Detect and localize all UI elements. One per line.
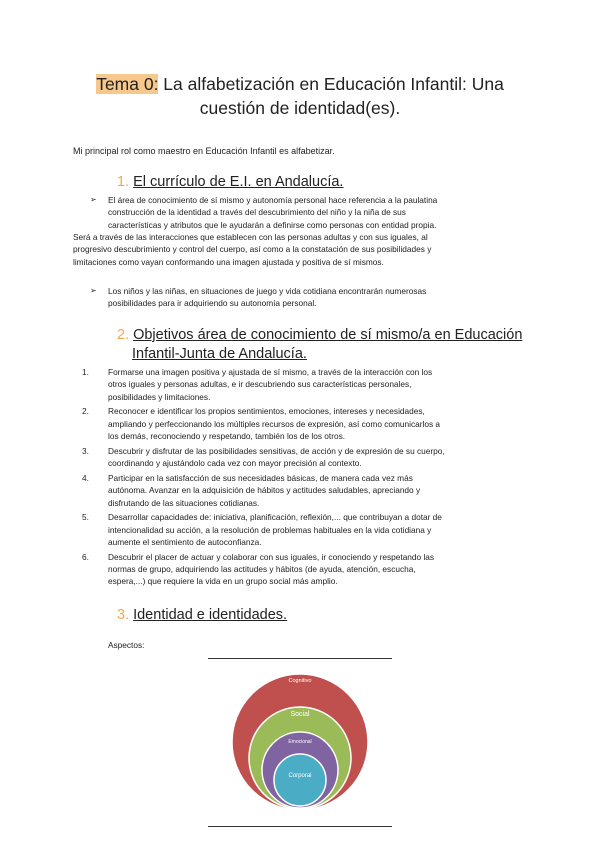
objective-line: ampliando y perfeccionando los múltiples recursos de expresión, así como comunicarlos a bbox=[108, 418, 441, 429]
objective-number: 6. bbox=[82, 551, 89, 562]
objective-line: autónoma. Avanzar en la adquisición de hábitos y actitudes saludables, apreciando y bbox=[108, 485, 421, 496]
identity-circles-diagram bbox=[230, 662, 370, 822]
section3-title: Identidad e identidades. bbox=[133, 607, 288, 623]
objective-line: Participar en la satisfacción de sus necesidades básicas, de manera cada vez más bbox=[108, 472, 413, 483]
objective-number: 4. bbox=[82, 472, 89, 483]
intro-text: Mi principal rol como maestro en Educación Infantil es alfabetizar. bbox=[73, 146, 335, 156]
objective-item bbox=[82, 445, 528, 470]
objective-line: otros iguales y personas adultas, e ir descubriendo sus características personales, bbox=[108, 379, 412, 390]
aspectos-label: Aspectos: bbox=[108, 640, 145, 650]
objective-item bbox=[82, 472, 528, 509]
objective-line: disfrutando de las situaciones cotidianas. bbox=[108, 497, 260, 508]
bullet1-line: El área de conocimiento de sí mismo y autonomía personal hace referencia a la paulatina bbox=[108, 195, 438, 205]
label-corporal: Corporal bbox=[288, 773, 312, 779]
title-line2: cuestión de identidad(es). bbox=[199, 98, 401, 118]
objective-number: 1. bbox=[82, 367, 89, 377]
label-cognitivo: Cognitivo bbox=[288, 678, 312, 684]
document-title bbox=[60, 72, 540, 120]
objective-item bbox=[82, 511, 528, 548]
objective-number: 2. bbox=[82, 406, 89, 417]
circle-corporal bbox=[274, 754, 326, 806]
bullet2-line: posibilidades para ir adquiriendo su autonomía personal. bbox=[108, 298, 317, 309]
objective-line: normas de grupo, adquiriendo las actitudes y hábitos (de ayuda, atención, escucha, bbox=[108, 564, 416, 575]
section1-heading bbox=[117, 173, 343, 192]
objective-line: Descubrir y disfrutar de las posibilidades sensitivas, de acción y de expresión de su cuerpo, bbox=[108, 445, 445, 456]
section2-heading bbox=[117, 326, 522, 364]
section1-number: 1. bbox=[117, 174, 130, 190]
bullet2-line: Los niños y las niñas, en situaciones de juego y vida cotidiana encontrarán numerosas bbox=[108, 286, 427, 296]
bullet1-line: construcción de la identidad a través del descubrimiento del niño y la niña de sus bbox=[108, 207, 406, 218]
objective-line: Desarrollar capacidades de: iniciativa, planificación, reflexión,... que contribuyan a dotar de bbox=[108, 512, 442, 523]
section1-paragraph bbox=[73, 231, 533, 268]
paragraph-line: limitaciones como vayan conformando una imagen ajustada y positiva de sí mismos. bbox=[73, 256, 384, 267]
section1-title: El currículo de E.I. en Andalucía. bbox=[133, 174, 344, 190]
objective-item bbox=[82, 405, 528, 442]
arrow-bullet-icon: ➢ bbox=[90, 286, 97, 295]
section2-title-line1: Objetivos área de conocimiento de sí mismo/a en Educación bbox=[133, 327, 523, 343]
section1-bullet-2 bbox=[90, 285, 528, 310]
section3-heading bbox=[117, 606, 287, 625]
bullet1-line: características y atributos que le ayudarán a definirse como personas con entidad propia. bbox=[108, 219, 437, 230]
objective-line: Reconocer e identificar los propios sentimientos, emociones, intereses y necesidades, bbox=[108, 406, 425, 417]
section1-bullet-1 bbox=[90, 194, 528, 231]
objective-line: intencionalidad su acción, a la resolución de problemas habituales en la vida cotidiana y bbox=[108, 524, 432, 535]
arrow-bullet-icon: ➢ bbox=[90, 195, 97, 204]
title-line1: La alfabetización en Educación Infantil: Una bbox=[158, 74, 504, 94]
objective-line: Formarse una imagen positiva y ajustada de sí mismo, a través de la interacción con los bbox=[108, 367, 433, 377]
objective-item bbox=[82, 366, 528, 403]
bottom-divider bbox=[208, 826, 392, 827]
top-divider bbox=[208, 658, 392, 659]
paragraph-line: Será a través de las interacciones que establecen con las personas adultas y con sus iguales, al bbox=[73, 232, 428, 242]
section2-title-line2: Infantil-Junta de Andalucía. bbox=[132, 346, 307, 362]
objective-line: espera,...) que requiere la vida en un grupo social más amplio. bbox=[108, 576, 338, 587]
objective-line: Descubrir el placer de actuar y colaborar con sus iguales, ir conociendo y respetando las bbox=[108, 551, 435, 562]
objective-line: los demás, reconociendo y respetando, también los de los otros. bbox=[108, 431, 346, 442]
label-social: Social bbox=[290, 711, 310, 718]
section2-number: 2. bbox=[117, 327, 130, 343]
section3-number: 3. bbox=[117, 607, 130, 623]
objectives-list bbox=[82, 366, 528, 590]
objective-number: 5. bbox=[82, 512, 89, 523]
objective-line: aumente el sentimiento de autoconfianza. bbox=[108, 537, 262, 548]
objective-item bbox=[82, 551, 528, 588]
title-highlight: Tema 0: bbox=[96, 74, 159, 94]
objective-number: 3. bbox=[82, 445, 89, 456]
paragraph-line: progresivo descubrimiento y control del cuerpo, así como a la constatación de sus posibilidades y bbox=[73, 244, 432, 255]
label-emocional: Emocional bbox=[288, 739, 312, 745]
objective-line: coordinando y ajustándolo cada vez con mayor precisión al contexto. bbox=[108, 458, 362, 469]
objective-line: posibilidades y limitaciones. bbox=[108, 391, 211, 402]
